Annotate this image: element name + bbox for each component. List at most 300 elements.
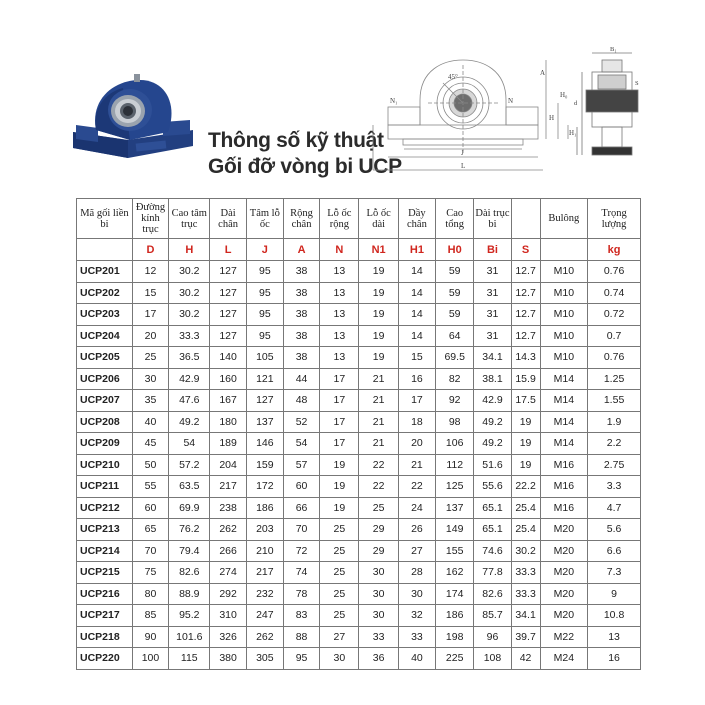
table-cell: 20 (398, 433, 435, 455)
table-cell: 380 (210, 648, 246, 670)
table-cell: 36.5 (169, 347, 210, 369)
table-cell: 225 (436, 648, 474, 670)
table-cell: 65.1 (474, 497, 511, 519)
table-cell: 13 (320, 282, 359, 304)
table-cell: 38.1 (474, 368, 511, 390)
table-cell: M14 (540, 433, 588, 455)
table-cell: M20 (540, 605, 588, 627)
table-cell: 100 (132, 648, 168, 670)
table-cell: M22 (540, 626, 588, 648)
table-cell: 17 (320, 411, 359, 433)
table-cell: 210 (246, 540, 283, 562)
table-cell: 77.8 (474, 562, 511, 584)
table-cell: 49.2 (169, 411, 210, 433)
table-row (77, 562, 641, 584)
table-cell: 140 (210, 347, 246, 369)
table-cell: 189 (210, 433, 246, 455)
table-row (77, 454, 641, 476)
header-row (77, 199, 641, 239)
table-cell: 21 (359, 433, 398, 455)
table-cell: 1.9 (588, 411, 641, 433)
table-cell: 85 (132, 605, 168, 627)
table-cell: 72 (283, 540, 319, 562)
table-cell: 17 (320, 368, 359, 390)
table-cell: 65 (132, 519, 168, 541)
table-cell: 85.7 (474, 605, 511, 627)
table-cell: 42.9 (169, 368, 210, 390)
table-cell: 172 (246, 476, 283, 498)
table-cell: 115 (169, 648, 210, 670)
table-row (77, 347, 641, 369)
table-cell: 13 (320, 325, 359, 347)
column-symbol: kg (588, 239, 641, 261)
table-cell: 95 (246, 304, 283, 326)
table-cell: 78 (283, 583, 319, 605)
table-cell: 57.2 (169, 454, 210, 476)
table-cell: 32 (398, 605, 435, 627)
table-cell: 21 (398, 454, 435, 476)
table-cell: 266 (210, 540, 246, 562)
table-row (77, 304, 641, 326)
drawing-a-label: A (540, 69, 546, 77)
table-cell: 13 (320, 261, 359, 283)
column-header: Tâm lỗ ốc (246, 199, 283, 239)
model-code-cell: UCP214 (77, 540, 133, 562)
drawing-d-label: d (574, 100, 578, 107)
column-header: Đường kính trục (132, 199, 168, 239)
table-cell: 5.6 (588, 519, 641, 541)
table-cell: 25 (320, 519, 359, 541)
front-technical-drawing (368, 45, 578, 195)
table-cell: 12.7 (511, 282, 540, 304)
table-cell: 9 (588, 583, 641, 605)
table-cell: 25.4 (511, 497, 540, 519)
table-cell: 203 (246, 519, 283, 541)
table-cell: 310 (210, 605, 246, 627)
table-cell: 70 (283, 519, 319, 541)
title-line-1: Thông số kỹ thuật (208, 129, 384, 152)
table-row (77, 648, 641, 670)
table-cell: M10 (540, 261, 588, 283)
table-cell: 127 (210, 325, 246, 347)
table-cell: 25 (320, 540, 359, 562)
table-cell: 49.2 (474, 411, 511, 433)
model-code-cell: UCP217 (77, 605, 133, 627)
table-cell: 42 (511, 648, 540, 670)
table-cell: 16 (588, 648, 641, 670)
column-symbol (540, 239, 588, 261)
table-cell: 18 (398, 411, 435, 433)
table-cell: 17 (398, 390, 435, 412)
table-cell: 127 (210, 282, 246, 304)
symbol-row (77, 239, 641, 261)
table-cell: 14 (398, 261, 435, 283)
table-cell: 25 (320, 562, 359, 584)
table-cell: 16 (398, 368, 435, 390)
table-cell: 2.2 (588, 433, 641, 455)
table-cell: 174 (436, 583, 474, 605)
table-cell: 33.3 (169, 325, 210, 347)
drawing-l-label: L (461, 162, 466, 170)
table-cell: 92 (436, 390, 474, 412)
drawing-h1-label: H₁ (569, 129, 577, 137)
model-code-cell: UCP218 (77, 626, 133, 648)
model-code-cell: UCP211 (77, 476, 133, 498)
table-cell: 149 (436, 519, 474, 541)
table-cell: 42.9 (474, 390, 511, 412)
column-symbol: A (283, 239, 319, 261)
table-cell: 162 (436, 562, 474, 584)
table-cell: 14 (398, 325, 435, 347)
table-cell: M20 (540, 562, 588, 584)
model-code-cell: UCP203 (77, 304, 133, 326)
table-cell: M16 (540, 454, 588, 476)
column-header: Cao tâm trục (169, 199, 210, 239)
table-cell: 17 (320, 433, 359, 455)
table-cell: 35 (132, 390, 168, 412)
table-cell: 98 (436, 411, 474, 433)
table-cell: 238 (210, 497, 246, 519)
table-cell: 57 (283, 454, 319, 476)
model-code-cell: UCP204 (77, 325, 133, 347)
table-cell: 19 (511, 433, 540, 455)
table-cell: 13 (320, 304, 359, 326)
table-cell: 30 (398, 583, 435, 605)
table-cell: 30.2 (169, 261, 210, 283)
pillow-block-bearing-image (68, 70, 198, 170)
table-cell: 19 (359, 282, 398, 304)
table-cell: 55 (132, 476, 168, 498)
table-cell: 262 (246, 626, 283, 648)
table-cell: 101.6 (169, 626, 210, 648)
table-cell: 55.6 (474, 476, 511, 498)
column-header (511, 199, 540, 239)
table-cell: 38 (283, 325, 319, 347)
table-cell: 31 (474, 304, 511, 326)
table-cell: 26 (398, 519, 435, 541)
table-cell: 198 (436, 626, 474, 648)
table-cell: 51.6 (474, 454, 511, 476)
table-cell: 83 (283, 605, 319, 627)
drawing-h0-label: H₀ (560, 91, 568, 99)
table-cell: 66 (283, 497, 319, 519)
table-row (77, 476, 641, 498)
table-cell: M14 (540, 390, 588, 412)
table-cell: 33 (398, 626, 435, 648)
table-cell: 186 (246, 497, 283, 519)
table-cell: M10 (540, 304, 588, 326)
table-cell: 82.6 (169, 562, 210, 584)
table-cell: 31 (474, 325, 511, 347)
table-cell: 38 (283, 304, 319, 326)
table-cell: M10 (540, 325, 588, 347)
table-cell: 36 (359, 648, 398, 670)
table-cell: 47.6 (169, 390, 210, 412)
table-cell: 21 (359, 411, 398, 433)
table-cell: 1.55 (588, 390, 641, 412)
drawing-h-label: H (549, 114, 555, 122)
table-cell: 31 (474, 282, 511, 304)
column-header: Lỗ ốc rộng (320, 199, 359, 239)
table-cell: 79.4 (169, 540, 210, 562)
table-cell: 63.5 (169, 476, 210, 498)
column-header: Trọng lượng (588, 199, 641, 239)
side-technical-drawing (572, 45, 647, 175)
table-row (77, 411, 641, 433)
table-cell: 38 (283, 261, 319, 283)
table-cell: 70 (132, 540, 168, 562)
table-cell: 14.3 (511, 347, 540, 369)
column-header: Dầy chân (398, 199, 435, 239)
table-cell: 27 (398, 540, 435, 562)
table-cell: 50 (132, 454, 168, 476)
table-cell: 14 (398, 304, 435, 326)
model-code-cell: UCP213 (77, 519, 133, 541)
column-header: Bulông (540, 199, 588, 239)
table-row (77, 497, 641, 519)
table-cell: 22 (359, 454, 398, 476)
table-cell: 48 (283, 390, 319, 412)
table-cell: 14 (398, 282, 435, 304)
table-cell: 6.6 (588, 540, 641, 562)
table-cell: M10 (540, 347, 588, 369)
table-cell: 22 (359, 476, 398, 498)
drawing-n-label: N (508, 97, 514, 105)
column-header: Dài chân (210, 199, 246, 239)
table-cell: M14 (540, 368, 588, 390)
table-cell: 30.2 (169, 282, 210, 304)
table-cell: 21 (359, 390, 398, 412)
table-cell: 25 (320, 605, 359, 627)
table-cell: 0.72 (588, 304, 641, 326)
table-cell: 108 (474, 648, 511, 670)
table-cell: M10 (540, 282, 588, 304)
table-row (77, 605, 641, 627)
column-symbol: J (246, 239, 283, 261)
column-header: Cao tổng (436, 199, 474, 239)
table-cell: 69.5 (436, 347, 474, 369)
drawing-s-label: S (635, 80, 639, 87)
table-cell: 160 (210, 368, 246, 390)
table-cell: 10.8 (588, 605, 641, 627)
table-cell: 54 (169, 433, 210, 455)
table-cell: 80 (132, 583, 168, 605)
header-area (0, 0, 705, 200)
table-cell: 27 (320, 626, 359, 648)
column-header: Mã gối liền bi (77, 199, 133, 239)
model-code-cell: UCP209 (77, 433, 133, 455)
table-cell: 74 (283, 562, 319, 584)
table-cell: 2.75 (588, 454, 641, 476)
table-cell: 121 (246, 368, 283, 390)
column-symbol: S (511, 239, 540, 261)
table-cell: M20 (540, 519, 588, 541)
table-cell: 19 (511, 411, 540, 433)
column-header: Rộng chân (283, 199, 319, 239)
table-cell: 3.3 (588, 476, 641, 498)
table-cell: M14 (540, 411, 588, 433)
table-cell: 4.7 (588, 497, 641, 519)
column-header: Lỗ ốc dài (359, 199, 398, 239)
table-cell: 44 (283, 368, 319, 390)
table-cell: 17 (132, 304, 168, 326)
table-cell: 159 (246, 454, 283, 476)
table-cell: 19 (359, 347, 398, 369)
table-cell: 90 (132, 626, 168, 648)
table-cell: 17.5 (511, 390, 540, 412)
table-cell: 34.1 (511, 605, 540, 627)
table-row (77, 261, 641, 283)
table-cell: M20 (540, 540, 588, 562)
table-cell: 64 (436, 325, 474, 347)
table-cell: 88 (283, 626, 319, 648)
table-row (77, 540, 641, 562)
table-row (77, 390, 641, 412)
table-cell: 1.25 (588, 368, 641, 390)
table-cell: 52 (283, 411, 319, 433)
table-cell: 15 (398, 347, 435, 369)
table-cell: 30 (359, 562, 398, 584)
table-cell: 65.1 (474, 519, 511, 541)
table-cell: 106 (436, 433, 474, 455)
table-cell: 0.7 (588, 325, 641, 347)
table-row (77, 583, 641, 605)
table-cell: 186 (436, 605, 474, 627)
table-cell: 217 (210, 476, 246, 498)
table-cell: 217 (246, 562, 283, 584)
table-cell: 274 (210, 562, 246, 584)
table-cell: 25.4 (511, 519, 540, 541)
table-cell: 22.2 (511, 476, 540, 498)
table-cell: M16 (540, 497, 588, 519)
spec-table (76, 198, 641, 670)
table-cell: 31 (474, 261, 511, 283)
table-cell: 95 (246, 261, 283, 283)
table-cell: 125 (436, 476, 474, 498)
table-cell: M24 (540, 648, 588, 670)
table-cell: 82.6 (474, 583, 511, 605)
table-row (77, 325, 641, 347)
table-cell: 30.2 (169, 304, 210, 326)
table-cell: 19 (359, 304, 398, 326)
table-cell: 30 (320, 648, 359, 670)
column-symbol: D (132, 239, 168, 261)
table-cell: 15 (132, 282, 168, 304)
table-cell: 45 (132, 433, 168, 455)
table-cell: 95 (246, 282, 283, 304)
table-cell: 95.2 (169, 605, 210, 627)
table-cell: 95 (283, 648, 319, 670)
table-cell: 13 (588, 626, 641, 648)
table-cell: 262 (210, 519, 246, 541)
table-cell: 82 (436, 368, 474, 390)
table-cell: 30 (359, 605, 398, 627)
table-cell: 19 (320, 497, 359, 519)
table-cell: 12 (132, 261, 168, 283)
table-cell: 25 (132, 347, 168, 369)
table-cell: 7.3 (588, 562, 641, 584)
table-cell: 0.76 (588, 261, 641, 283)
table-cell: 155 (436, 540, 474, 562)
table-cell: 54 (283, 433, 319, 455)
table-cell: 19 (320, 454, 359, 476)
table-cell: 38 (283, 282, 319, 304)
table-cell: 13 (320, 347, 359, 369)
table-row (77, 282, 641, 304)
table-cell: 0.76 (588, 347, 641, 369)
table-cell: 12.7 (511, 304, 540, 326)
table-row (77, 626, 641, 648)
table-cell: 40 (132, 411, 168, 433)
table-cell: 28 (398, 562, 435, 584)
table-cell: 137 (246, 411, 283, 433)
table-cell: 247 (246, 605, 283, 627)
table-cell: 305 (246, 648, 283, 670)
table-cell: M20 (540, 583, 588, 605)
drawing-n1-label: N₁ (390, 97, 398, 105)
model-code-cell: UCP215 (77, 562, 133, 584)
table-cell: 19 (511, 454, 540, 476)
table-cell: 0.74 (588, 282, 641, 304)
model-code-cell: UCP201 (77, 261, 133, 283)
table-cell: 146 (246, 433, 283, 455)
column-header: Dài trục bi (474, 199, 511, 239)
table-cell: 30.2 (511, 540, 540, 562)
table-row (77, 433, 641, 455)
table-cell: 33.3 (511, 583, 540, 605)
table-cell: 25 (359, 497, 398, 519)
table-cell: 137 (436, 497, 474, 519)
table-cell: 232 (246, 583, 283, 605)
column-symbol: H1 (398, 239, 435, 261)
table-cell: 326 (210, 626, 246, 648)
table-cell: 19 (359, 261, 398, 283)
model-code-cell: UCP206 (77, 368, 133, 390)
column-symbol: N (320, 239, 359, 261)
table-cell: 12.7 (511, 325, 540, 347)
table-cell: M16 (540, 476, 588, 498)
table-cell: 19 (359, 325, 398, 347)
table-body (77, 261, 641, 670)
table-cell: 30 (359, 583, 398, 605)
table-cell: 22 (398, 476, 435, 498)
table-cell: 204 (210, 454, 246, 476)
column-symbol: H (169, 239, 210, 261)
table-cell: 88.9 (169, 583, 210, 605)
table-cell: 19 (320, 476, 359, 498)
table-cell: 15.9 (511, 368, 540, 390)
table-cell: 49.2 (474, 433, 511, 455)
table-cell: 29 (359, 540, 398, 562)
table-cell: 127 (210, 261, 246, 283)
table-cell: 59 (436, 282, 474, 304)
table-cell: 34.1 (474, 347, 511, 369)
table-cell: 76.2 (169, 519, 210, 541)
table-row (77, 519, 641, 541)
table-cell: 24 (398, 497, 435, 519)
model-code-cell: UCP212 (77, 497, 133, 519)
model-code-cell: UCP207 (77, 390, 133, 412)
column-symbol: N1 (359, 239, 398, 261)
model-code-cell: UCP216 (77, 583, 133, 605)
drawing-j-label: J (461, 149, 464, 157)
table-cell: 105 (246, 347, 283, 369)
table-cell: 60 (132, 497, 168, 519)
drawing-angle-label: 45° (448, 73, 458, 81)
table-cell: 33.3 (511, 562, 540, 584)
table-cell: 21 (359, 368, 398, 390)
model-code-cell: UCP220 (77, 648, 133, 670)
